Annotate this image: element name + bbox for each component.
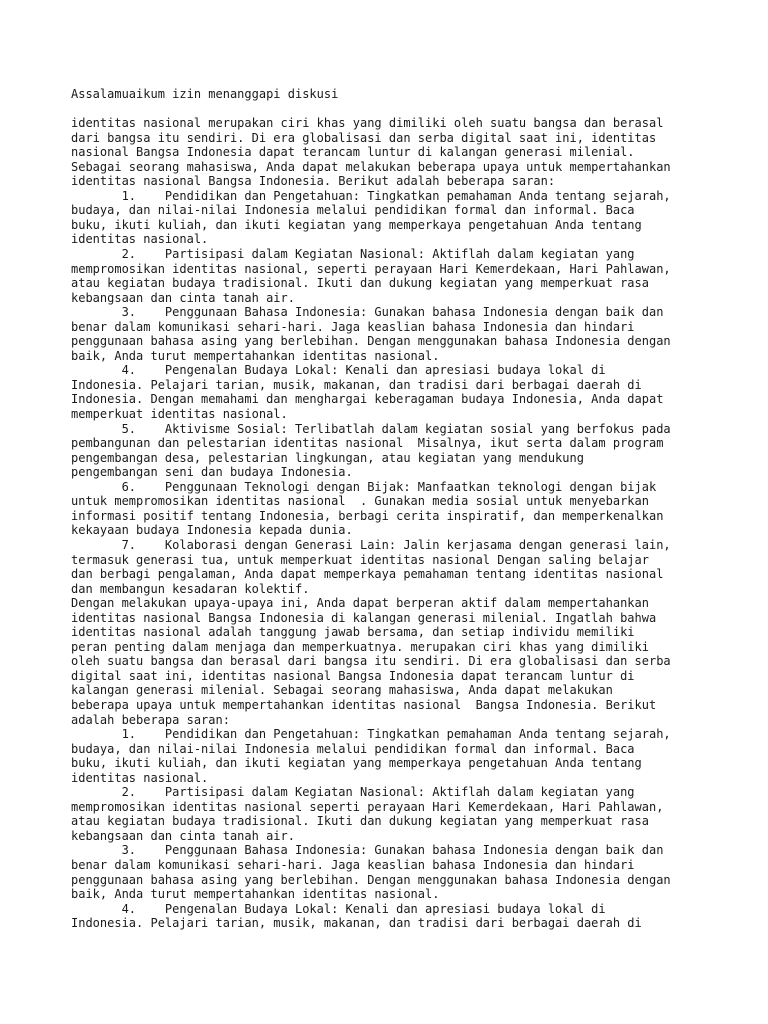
text-line: buku, ikuti kuliah, dan ikuti kegiatan yang memperkaya pengetahuan Anda tentang (71, 756, 642, 771)
text-line: pengembangan seni dan budaya Indonesia. (71, 465, 353, 480)
text-line: Sebagai seorang mahasiswa, Anda dapat melakukan beberapa upaya untuk mempertahankan (71, 159, 671, 174)
text-line: 4. Pengenalan Budaya Lokal: Kenali dan apresiasi budaya lokal di (71, 901, 606, 916)
text-line: identitas nasional. (71, 232, 209, 247)
text-line: identitas nasional. (71, 770, 209, 785)
text-line: termasuk generasi tua, untuk memperkuat identitas nasional Dengan saling belajar (71, 552, 649, 567)
text-line: mempromosikan identitas nasional, seperti perayaan Hari Kemerdekaan, Hari Pahlawan, (71, 261, 671, 276)
text-line: informasi positif tentang Indonesia, berbagi cerita inspiratif, dan memperkenalkan (71, 508, 664, 523)
text-line: 1. Pendidikan dan Pengetahuan: Tingkatkan pemahaman Anda tentang sejarah, (71, 727, 671, 742)
text-line: digital saat ini, identitas nasional Bangsa Indonesia dapat terancam luntur di (71, 668, 635, 683)
text-line: Dengan melakukan upaya-upaya ini, Anda dapat berperan aktif dalam mempertahankan (71, 596, 649, 611)
text-line: adalah beberapa saran: (71, 712, 230, 727)
text-line: nasional Bangsa Indonesia dapat terancam luntur di kalangan generasi milenial. (71, 145, 635, 160)
text-line: kekayaan budaya Indonesia kepada dunia. (71, 523, 353, 538)
text-line: peran penting dalam menjaga dan memperkuatnya. merupakan ciri khas yang dimiliki (71, 639, 649, 654)
text-line: baik, Anda turut mempertahankan identitas nasional. (71, 887, 440, 902)
text-line: 3. Penggunaan Bahasa Indonesia: Gunakan bahasa Indonesia dengan baik dan (71, 305, 664, 320)
text-line: 5. Aktivisme Sosial: Terlibatlah dalam kegiatan sosial yang berfokus pada (71, 421, 671, 436)
text-line: budaya, dan nilai-nilai Indonesia melalui pendidikan formal dan informal. Baca (71, 741, 635, 756)
text-line: kebangsaan dan cinta tanah air. (71, 290, 295, 305)
text-line: dan berbagi pengalaman, Anda dapat memperkaya pemahaman tentang identitas nasional (71, 567, 664, 582)
text-line: kebangsaan dan cinta tanah air. (71, 828, 295, 843)
text-line: benar dalam komunikasi sehari-hari. Jaga keaslian bahasa Indonesia dan hindari (71, 319, 635, 334)
text-line: dan membangun kesadaran kolektif. (71, 581, 310, 596)
text-line: identitas nasional adalah tanggung jawab bersama, dan setiap individu memiliki (71, 625, 635, 640)
text-line: 2. Partisipasi dalam Kegiatan Nasional: Aktiflah dalam kegiatan yang (71, 785, 635, 800)
text-line: untuk mempromosikan identitas nasional . Gunakan media sosial untuk menyebarkan (71, 494, 649, 509)
text-line: Indonesia. Dengan memahami dan menghargai keberagaman budaya Indonesia, Anda dapat (71, 392, 664, 407)
text-line: 4. Pengenalan Budaya Lokal: Kenali dan apresiasi budaya lokal di (71, 363, 606, 378)
greeting-line: Assalamuaikum izin menanggapi diskusi (71, 87, 339, 101)
text-line: benar dalam komunikasi sehari-hari. Jaga keaslian bahasa Indonesia dan hindari (71, 857, 635, 872)
text-line: 6. Penggunaan Teknologi dengan Bijak: Manfaatkan teknologi dengan bijak (71, 479, 657, 494)
text-line: beberapa upaya untuk mempertahankan identitas nasional Bangsa Indonesia. Berikut (71, 697, 657, 712)
text-line: Indonesia. Pelajari tarian, musik, makanan, dan tradisi dari berbagai daerah di (71, 916, 642, 931)
text-line: 1. Pendidikan dan Pengetahuan: Tingkatkan pemahaman Anda tentang sejarah, (71, 188, 671, 203)
text-line: dari bangsa itu sendiri. Di era globalisasi dan serba digital saat ini, identitas (71, 130, 657, 145)
text-line: penggunaan bahasa asing yang berlebihan. Dengan menggunakan bahasa Indonesia dengan (71, 334, 671, 349)
text-line (71, 102, 761, 117)
text-line: 7. Kolaborasi dengan Generasi Lain: Jalin kerjasama dengan generasi lain, (71, 537, 671, 552)
text-line: budaya, dan nilai-nilai Indonesia melalui pendidikan formal dan informal. Baca (71, 203, 635, 218)
text-line: 2. Partisipasi dalam Kegiatan Nasional: Aktiflah dalam kegiatan yang (71, 247, 635, 262)
text-line: identitas nasional Bangsa Indonesia di kalangan generasi milenial. Ingatlah bahwa (71, 610, 657, 625)
text-line: identitas nasional Bangsa Indonesia. Berikut adalah beberapa saran: (71, 174, 556, 189)
text-line: buku, ikuti kuliah, dan ikuti kegiatan yang memperkaya pengetahuan Anda tentang (71, 217, 642, 232)
text-line: atau kegiatan budaya tradisional. Ikuti dan dukung kegiatan yang memperkuat rasa (71, 276, 649, 291)
text-line: mempromosikan identitas nasional seperti perayaan Hari Kemerdekaan, Hari Pahlawan, (71, 799, 664, 814)
text-line: pembangunan dan pelestarian identitas nasional Misalnya, ikut serta dalam program (71, 436, 664, 451)
text-line: pengembangan desa, pelestarian lingkungan, atau kegiatan yang mendukung (71, 450, 584, 465)
text-line: kalangan generasi milenial. Sebagai seorang mahasiswa, Anda dapat melakukan (71, 683, 613, 698)
text-line: 3. Penggunaan Bahasa Indonesia: Gunakan bahasa Indonesia dengan baik dan (71, 843, 664, 858)
text-line: oleh suatu bangsa dan berasal dari bangsa itu sendiri. Di era globalisasi dan serba (71, 654, 671, 669)
text-line: Indonesia. Pelajari tarian, musik, makanan, dan tradisi dari berbagai daerah di (71, 377, 642, 392)
text-line: penggunaan bahasa asing yang berlebihan. Dengan menggunakan bahasa Indonesia dengan (71, 872, 671, 887)
text-line: memperkuat identitas nasional. (71, 407, 288, 422)
document-body (71, 87, 761, 931)
text-line: identitas nasional merupakan ciri khas yang dimiliki oleh suatu bangsa dan berasal (71, 116, 664, 131)
text-line: baik, Anda turut mempertahankan identitas nasional. (71, 348, 440, 363)
text-line: atau kegiatan budaya tradisional. Ikuti dan dukung kegiatan yang memperkuat rasa (71, 814, 649, 829)
